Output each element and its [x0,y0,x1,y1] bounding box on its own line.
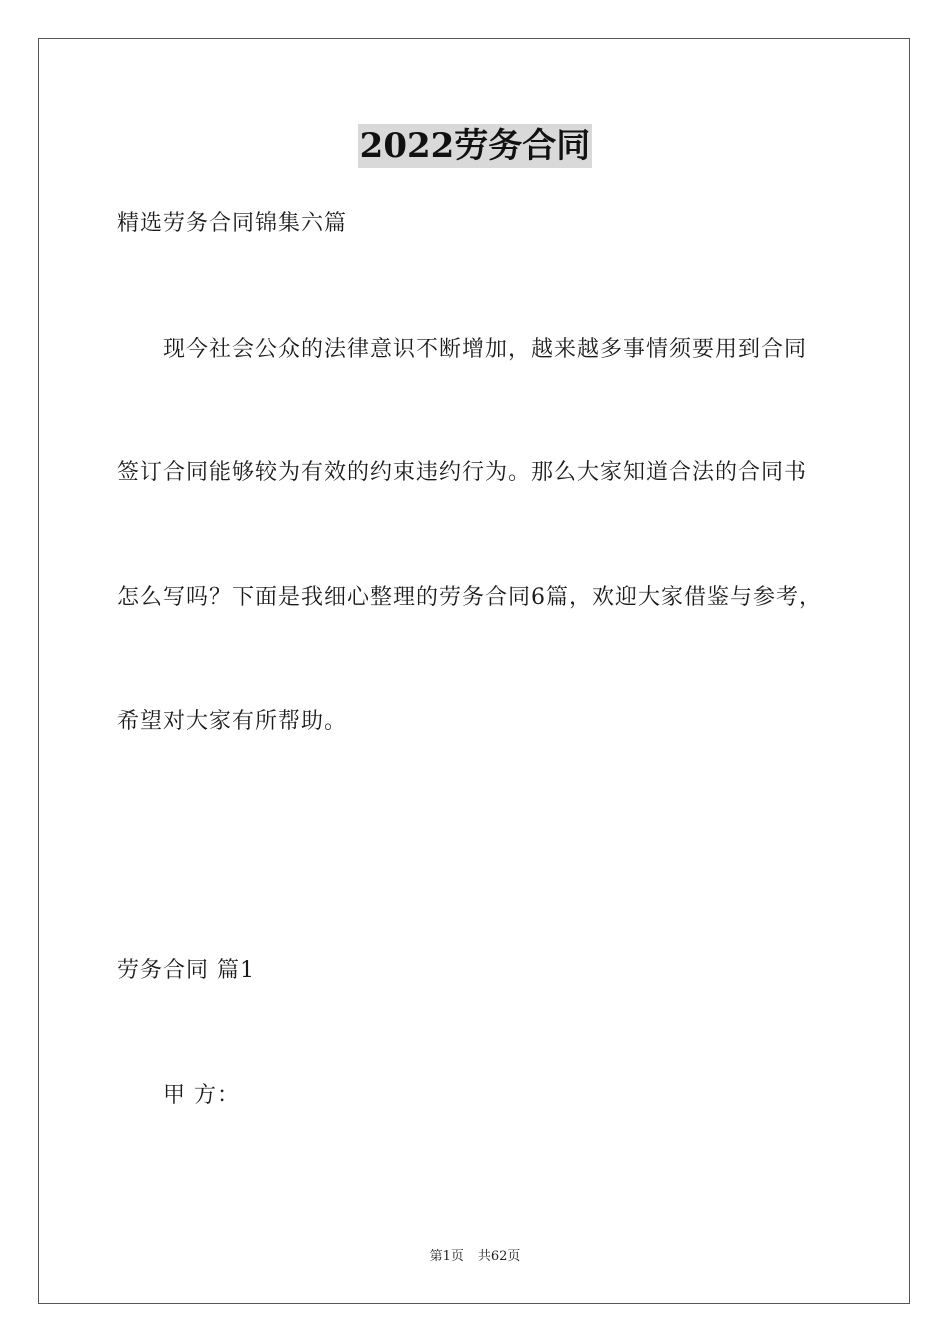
intro-line-3: 怎么写吗？下面是我细心整理的劳务合同6篇，欢迎大家借鉴与参考， [117,585,822,610]
party-a-label: 甲 方： [163,1083,240,1108]
title-wrapper [0,124,950,168]
intro-line-1: 现今社会公众的法律意识不断增加，越来越多事情须要用到合同 [163,337,808,362]
intro-line-4: 希望对大家有所帮助。 [117,709,348,734]
section-heading: 劳务合同 篇1 [117,958,255,983]
document-title: 2022劳务合同 [359,126,591,166]
intro-line-2: 签订合同能够较为有效的约束违约行为。那么大家知道合法的合同书 [117,460,808,485]
page-number-current: 第1页 [429,1249,464,1264]
document-subtitle: 精选劳务合同锦集六篇 [117,211,348,236]
page-footer [0,1248,950,1266]
page-number-total: 共62页 [477,1249,521,1264]
